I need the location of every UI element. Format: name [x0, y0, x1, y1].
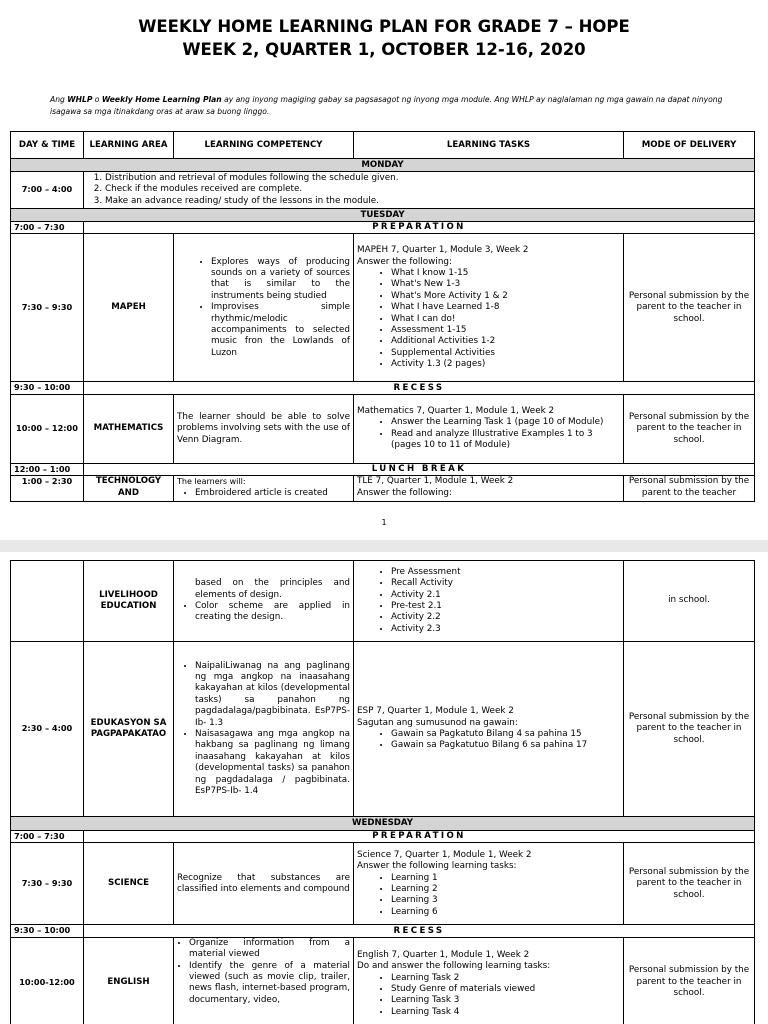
header-learning-area: LEARNING AREA [84, 132, 174, 159]
list-item: • Learning 2 [391, 884, 620, 895]
time-cell: 9:30 – 10:00 [11, 925, 84, 937]
list-item: • Color scheme are applied in creating the design. [195, 601, 350, 624]
list-item: • Embroidered article is created [195, 488, 350, 499]
list-item: • What I know 1-15 [391, 268, 620, 279]
list-item: • Learning Task 2 [391, 973, 620, 984]
list-item: • Pre Assessment [391, 567, 620, 578]
learning-area-cell: TECHNOLOGY AND [84, 476, 174, 502]
tasks-cell: ESP 7, Quarter 1, Module 1, Week 2 Sagutan ang sumusunod na gawain: • Gawain sa Pagkatuto Bilang 4 sa pahina 15 • Gawain sa Pagkatutuo Bilang 6 sa pahina 17 [354, 642, 624, 817]
list-item: 2. Check if the modules received are complete. [105, 184, 751, 195]
tasks-cell: TLE 7, Quarter 1, Module 1, Week 2 Answer the following: [354, 476, 624, 502]
table-row [11, 642, 755, 817]
list-item: • Activity 1.3 (2 pages) [391, 359, 620, 370]
list-item: • Study Genre of materials viewed [391, 984, 620, 995]
intro-paragraph: Ang WHLP o Weekly Home Learning Plan ay ang inyong magiging gabay sa pagsasagot ng inyong mga module. Ang WHLP ay naglalaman ng mga gawain na dapat ninyong isagawa sa mga itinakdang oras at araw sa buong linggo. [50, 95, 723, 116]
day-header-tuesday: TUESDAY [11, 209, 755, 222]
tasks-cell: MAPEH 7, Quarter 1, Module 3, Week 2 Answer the following: • What I know 1-15 • What's New 1-3 • What's More Activity 1 & 2 • What I have Learned 1-8 • What I can do! • Assessment 1-15 • Additional Activities 1-2 • Supplemental Activities • Activity 1.3 (2 pages) [354, 234, 624, 382]
day-header-monday: MONDAY [11, 159, 755, 172]
competency-cell [174, 937, 354, 1024]
table-row [11, 561, 755, 642]
list-item: • Activity 2.2 [391, 612, 620, 623]
table-row [11, 925, 755, 937]
list-item: • Supplemental Activities [391, 348, 620, 359]
list-item: • Recall Activity [391, 578, 620, 589]
list-item: • Explores ways of producing sounds on a variety of sources that is similar to the instruments being studied [211, 257, 350, 303]
day-header-wednesday: WEDNESDAY [11, 817, 755, 831]
list-item: • Improvises simple rhythmic/melodic accompaniments to selected music fron the Lowlands of Luzon [211, 302, 350, 359]
tasks-cell: English 7, Quarter 1, Module 1, Week 2 Do and answer the following learning tasks: • Learning Task 2 • Study Genre of materials viewed • Learning Task 3 • Learning Task 4 [354, 937, 624, 1024]
list-item: • What's More Activity 1 & 2 [391, 291, 620, 302]
tasks-cell: Science 7, Quarter 1, Module 1, Week 2 Answer the following learning tasks: • Learning 1 • Learning 2 • Learning 3 • Learning 6 [354, 843, 624, 925]
list-item: • Additional Activities 1-2 [391, 336, 620, 347]
learning-plan-table-continued [10, 560, 755, 1024]
competency-cell: The learners will: • Embroidered article is created [174, 476, 354, 502]
table-row [11, 463, 755, 475]
time-cell: 1:00 – 2:30 [11, 476, 84, 502]
table-row [11, 172, 755, 209]
learning-area-cell: ENGLISH [84, 937, 174, 1024]
mode-cell: in school. [624, 561, 755, 642]
list-item: • Learning 6 [391, 907, 620, 918]
competency-cell [174, 642, 354, 817]
mode-cell: Personal submission by the parent to the teacher in school. [624, 394, 755, 463]
time-cell: 9:30 – 10:00 [11, 382, 84, 394]
time-cell: 2:30 – 4:00 [11, 642, 84, 817]
header-mode: MODE OF DELIVERY [624, 132, 755, 159]
page-number: 1 [381, 518, 387, 527]
table-row [11, 476, 755, 502]
time-cell: 7:30 – 9:30 [11, 234, 84, 382]
competency-cell: Recognize that substances are classified into elements and compound [174, 843, 354, 925]
list-item: • Organize information from a material viewed [189, 938, 350, 961]
table-row [11, 831, 755, 843]
time-cell [11, 561, 84, 642]
list-item: • Answer the Learning Task 1 (page 10 of Module) [391, 417, 620, 428]
list-item: • Learning Task 4 [391, 1007, 620, 1018]
list-item: • Assessment 1-15 [391, 325, 620, 336]
competency-cell [174, 234, 354, 382]
list-item: • NaipaliLiwanag na ang paglinang ng mga angkop na inaasahang kakayahan at kilos (developmental tasks) sa panahon ng pagdadalaga/pagbibinata. EsP7PS-Ib- 1.3 [195, 661, 350, 729]
learning-area-cell: EDUKASYON SA PAGPAPAKATAO [84, 642, 174, 817]
list-item: • Learning Task 3 [391, 995, 620, 1006]
header-competency: LEARNING COMPETENCY [174, 132, 354, 159]
time-cell: 7:00 – 7:30 [11, 222, 84, 234]
time-cell: 10:00 – 12:00 [11, 394, 84, 463]
mode-cell: Personal submission by the parent to the teacher in school. [624, 843, 755, 925]
competency-cell: The learner should be able to solve problems involving sets with the use of Venn Diagram. [174, 394, 354, 463]
header-tasks: LEARNING TASKS [354, 132, 624, 159]
mode-cell: Personal submission by the parent to the teacher in school. [624, 234, 755, 382]
list-item: • Identify the genre of a material viewed (such as movie clip, trailer, news flash, internet-based program, documentary, video, [189, 961, 350, 1007]
list-item: • Naisasagawa ang mga angkop na hakbang sa paglinang ng limang inaasahang kakayahan at kilos (developmental tasks) sa panahon ng pagdadalaga / pagbibinata. EsP7PS-Ib- 1.4 [195, 729, 350, 797]
table-row [11, 382, 755, 394]
mode-cell: Personal submission by the parent to the teacher in school. [624, 642, 755, 817]
preparation-label: PREPARATION [84, 831, 755, 843]
list-item: • What I can do! [391, 314, 620, 325]
tasks-cell [354, 561, 624, 642]
learning-area-cell: MATHEMATICS [84, 394, 174, 463]
time-cell: 7:30 – 9:30 [11, 843, 84, 925]
table-row [11, 234, 755, 382]
list-item: • Activity 2.1 [391, 590, 620, 601]
time-cell: 7:00 – 4:00 [11, 172, 84, 209]
list-item: • Activity 2.3 [391, 624, 620, 635]
table-row [11, 222, 755, 234]
mode-cell: Personal submission by the parent to the teacher in school. [624, 937, 755, 1024]
time-cell: 10:00-12:00 [11, 937, 84, 1024]
table-row [11, 937, 755, 1024]
table-row [11, 394, 755, 463]
document-subtitle: WEEK 2, QUARTER 1, OCTOBER 12-16, 2020 [182, 40, 586, 59]
list-item: • Gawain sa Pagkatutuo Bilang 6 sa pahina 17 [391, 740, 620, 751]
competency-cell: based on the principles and elements of design. • Color scheme are applied in creating the design. [174, 561, 354, 642]
list-item: • What's New 1-3 [391, 279, 620, 290]
list-item: • Learning 1 [391, 873, 620, 884]
list-item: • Pre-test 2.1 [391, 601, 620, 612]
list-item: • What I have Learned 1-8 [391, 302, 620, 313]
document-title: WEEKLY HOME LEARNING PLAN FOR GRADE 7 – HOPE [138, 17, 630, 36]
learning-area-cell: SCIENCE [84, 843, 174, 925]
preparation-label: PREPARATION [84, 222, 755, 234]
time-cell: 7:00 – 7:30 [11, 831, 84, 843]
recess-label: RECESS [84, 382, 755, 394]
list-item: 3. Make an advance reading/ study of the lessons in the module. [105, 196, 751, 207]
monday-instructions [84, 172, 755, 209]
learning-area-cell: LIVELIHOOD EDUCATION [84, 561, 174, 642]
list-item: • Gawain sa Pagkatuto Bilang 4 sa pahina 15 [391, 729, 620, 740]
document-page-2 [0, 552, 768, 1024]
list-item: • Read and analyze Illustrative Examples 1 to 3 (pages 10 to 11 of Module) [391, 429, 620, 452]
tasks-cell: Mathematics 7, Quarter 1, Module 1, Week 2 • Answer the Learning Task 1 (page 10 of Module) • Read and analyze Illustrative Examples 1 to 3 (pages 10 to 11 of Module) [354, 394, 624, 463]
recess-label: RECESS [84, 925, 755, 937]
learning-plan-table [10, 131, 755, 502]
table-header-row [11, 132, 755, 159]
table-row [11, 843, 755, 925]
list-item: 1. Distribution and retrieval of modules following the schedule given. [105, 173, 751, 184]
mode-cell: Personal submission by the parent to the teacher [624, 476, 755, 502]
header-day-time: DAY & TIME [11, 132, 84, 159]
time-cell: 12:00 – 1:00 [11, 463, 84, 475]
list-item: • Learning 3 [391, 895, 620, 906]
lunch-break-label: LUNCH BREAK [84, 463, 755, 475]
learning-area-cell: MAPEH [84, 234, 174, 382]
